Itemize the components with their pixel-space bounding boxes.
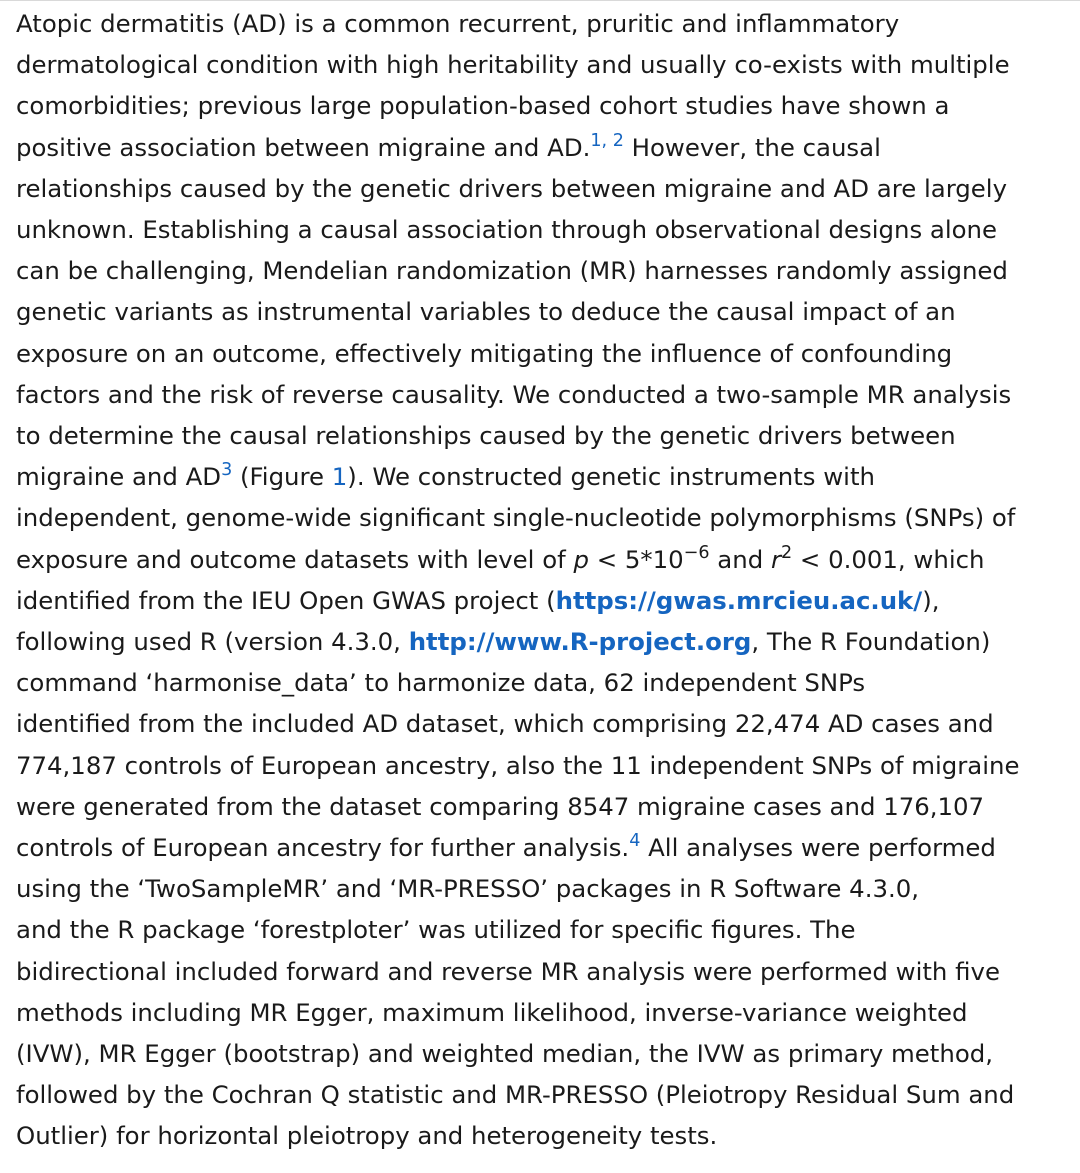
text-segment: unknown. Establishing a causal association through observational designs alone bbox=[16, 215, 998, 245]
text-segment: migraine and AD bbox=[16, 462, 222, 492]
text-segment: comorbidities; previous large population-based cohort studies have shown a bbox=[16, 91, 950, 121]
paragraph-line bbox=[16, 3, 1074, 44]
paragraph-line bbox=[16, 539, 1074, 580]
italic-variable: r bbox=[770, 544, 781, 574]
text-segment: Outlier) for horizontal pleiotropy and heterogeneity tests. bbox=[16, 1121, 718, 1151]
paragraph-line bbox=[16, 250, 1074, 291]
paragraph-line bbox=[16, 85, 1074, 126]
text-segment: relationships caused by the genetic drivers between migraine and AD are largely bbox=[16, 173, 1007, 203]
paragraph-line bbox=[16, 786, 1074, 827]
text-segment: following used R (version 4.3.0, bbox=[16, 627, 409, 657]
text-segment: positive association between migraine and AD. bbox=[16, 132, 591, 162]
italic-variable: p bbox=[573, 544, 589, 574]
paragraph-line bbox=[16, 168, 1074, 209]
text-segment: identified from the IEU Open GWAS project ( bbox=[16, 585, 556, 615]
text-segment: and bbox=[709, 544, 771, 574]
paragraph-line bbox=[16, 1033, 1074, 1074]
text-segment: were generated from the dataset comparing 8547 migraine cases and 176,107 bbox=[16, 791, 985, 821]
superscript-text: −6 bbox=[683, 542, 710, 563]
text-segment: Atopic dermatitis (AD) is a common recurrent, pruritic and inflammatory bbox=[16, 9, 900, 38]
text-segment: using the ‘TwoSampleMR’ and ‘MR-PRESSO’ packages in R Software 4.3.0, bbox=[16, 874, 919, 904]
paragraph-line bbox=[16, 291, 1074, 332]
citation-1-2[interactable]: 1, 2 bbox=[590, 130, 624, 151]
citation-4[interactable]: 4 bbox=[629, 831, 641, 852]
text-segment: 774,187 controls of European ancestry, also the 11 independent SNPs of migraine bbox=[16, 750, 1020, 780]
paragraph-line bbox=[16, 1115, 1074, 1156]
citation-superscript bbox=[590, 131, 623, 151]
text-segment: to determine the causal relationships caused by the genetic drivers between bbox=[16, 421, 956, 451]
r-project-link[interactable]: http://www.R-project.org bbox=[408, 627, 752, 657]
text-segment: < 5*10 bbox=[588, 544, 684, 574]
text-segment: (IVW), MR Egger (bootstrap) and weighted median, the IVW as primary method, bbox=[16, 1039, 993, 1069]
citation-superscript bbox=[221, 460, 232, 480]
text-segment: followed by the Cochran Q statistic and MR-PRESSO (Pleiotropy Residual Sum and bbox=[16, 1080, 1015, 1110]
citation-3[interactable]: 3 bbox=[221, 460, 233, 481]
text-segment: ), bbox=[922, 585, 940, 615]
citation-superscript bbox=[629, 831, 640, 851]
paragraph-line bbox=[16, 209, 1074, 250]
text-segment: exposure on an outcome, effectively mitigating the influence of confounding bbox=[16, 338, 953, 368]
paragraph-line bbox=[16, 497, 1074, 538]
paragraph-line bbox=[16, 909, 1074, 950]
figure-1-link[interactable]: 1 bbox=[331, 462, 348, 492]
text-segment: exposure and outcome datasets with level of bbox=[16, 544, 574, 574]
text-segment: can be challenging, Mendelian randomization (MR) harnesses randomly assigned bbox=[16, 256, 1008, 286]
paragraph-line bbox=[16, 951, 1074, 992]
text-segment: < 0.001, which bbox=[792, 544, 985, 574]
paragraph-line bbox=[16, 44, 1074, 85]
text-segment: bidirectional included forward and reverse MR analysis were performed with five bbox=[16, 956, 1000, 986]
text-segment: dermatological condition with high heritability and usually co-exists with multiple bbox=[16, 50, 1010, 80]
paragraph-line bbox=[16, 333, 1074, 374]
paragraph-line bbox=[16, 580, 1074, 621]
paragraph-line bbox=[16, 992, 1074, 1033]
text-segment: factors and the risk of reverse causality. We conducted a two-sample MR analysis bbox=[16, 379, 1012, 409]
text-segment: genetic variants as instrumental variables to deduce the causal impact of an bbox=[16, 297, 956, 327]
paragraph-line bbox=[16, 415, 1074, 456]
text-segment: and the R package ‘forestploter’ was utilized for specific figures. The bbox=[16, 915, 856, 945]
paragraph-line bbox=[16, 621, 1074, 662]
paragraph-line bbox=[16, 662, 1074, 703]
text-segment: methods including MR Egger, maximum likelihood, inverse-variance weighted bbox=[16, 997, 968, 1027]
text-segment: independent, genome-wide significant single-nucleotide polymorphisms (SNPs) of bbox=[16, 503, 1016, 533]
text-segment: command ‘harmonise_data’ to harmonize data, 62 independent SNPs bbox=[16, 668, 866, 698]
paragraph-line bbox=[16, 868, 1074, 909]
body-paragraph bbox=[16, 3, 1074, 1157]
paragraph-line bbox=[16, 1074, 1074, 1115]
text-segment: controls of European ancestry for further analysis. bbox=[16, 833, 630, 863]
text-segment: , The R Foundation) bbox=[751, 627, 991, 657]
paragraph-line bbox=[16, 745, 1074, 786]
text-segment: However, the causal bbox=[623, 132, 881, 162]
paragraph-line bbox=[16, 827, 1074, 868]
text-segment: (Figure bbox=[232, 462, 332, 492]
paragraph-line bbox=[16, 374, 1074, 415]
text-segment: identified from the included AD dataset, which comprising 22,474 AD cases and bbox=[16, 709, 994, 739]
gwas-link[interactable]: https://gwas.mrcieu.ac.uk/ bbox=[555, 585, 923, 615]
paragraph-line bbox=[16, 456, 1074, 497]
text-segment: ). We constructed genetic instruments with bbox=[347, 462, 875, 492]
top-divider bbox=[0, 0, 1080, 1]
paragraph-line bbox=[16, 127, 1074, 168]
superscript-text: 2 bbox=[780, 542, 793, 563]
text-segment: All analyses were performed bbox=[640, 833, 996, 863]
paragraph-line bbox=[16, 703, 1074, 744]
